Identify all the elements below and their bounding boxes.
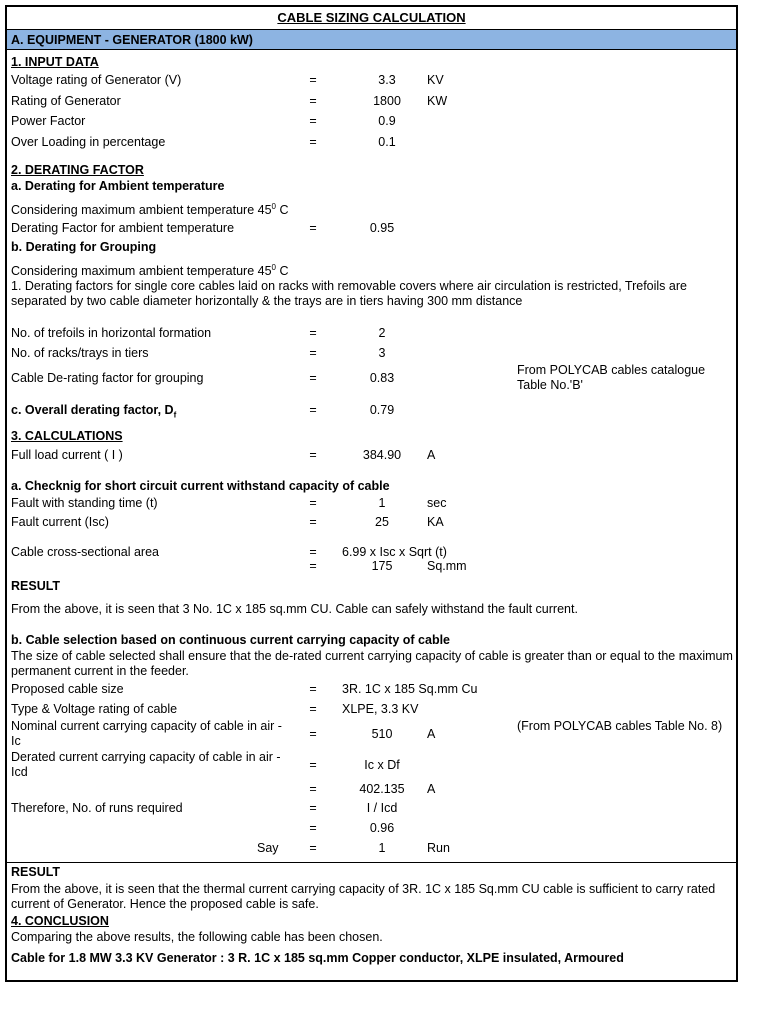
- sheet-title: CABLE SIZING CALCULATION: [7, 7, 736, 30]
- fault-time-value: 1: [378, 496, 386, 510]
- equals-sign: =: [309, 682, 317, 696]
- nominal-capacity-unit: A: [427, 727, 436, 741]
- equals-sign: =: [309, 496, 317, 510]
- short-circuit-heading: a. Checknig for short circuit current withstand capacity of cable: [11, 479, 390, 493]
- fault-time-label: Fault with standing time (t): [11, 496, 158, 510]
- equals-sign: =: [309, 94, 317, 108]
- trefoils-label: No. of trefoils in horizontal formation: [11, 326, 212, 340]
- derated-capacity-formula: Ic x Df: [364, 758, 400, 772]
- fault-current-value: 25: [375, 515, 389, 529]
- grouping-paragraph: 1. Derating factors for single core cables laid on racks with removable covers where air circulation is restricted, Trefoils are separated by two cable diameter horizontally & the trays are in tiers having 300 mm distance: [11, 279, 687, 308]
- nominal-capacity-reference: (From POLYCAB cables Table No. 8): [517, 719, 723, 733]
- say-value: 1: [378, 841, 386, 855]
- derating-heading: 2. DERATING FACTOR: [11, 163, 144, 177]
- equals-sign: =: [309, 448, 317, 462]
- result-heading-1: RESULT: [11, 579, 61, 593]
- equals-sign: =: [309, 559, 317, 573]
- trefoils-value: 2: [378, 326, 386, 340]
- grouping-factor-label: Cable De-rating factor for grouping: [11, 371, 204, 385]
- cross-section-label: Cable cross-sectional area: [11, 545, 159, 559]
- derated-capacity-label: Derated current carrying capacity of cable in air -Icd: [11, 750, 281, 779]
- section-divider: [7, 862, 736, 863]
- equals-sign: =: [309, 782, 317, 796]
- input-unit-voltage: KV: [427, 73, 444, 87]
- input-label-voltage: Voltage rating of Generator (V): [11, 73, 182, 87]
- equals-sign: =: [309, 545, 317, 559]
- grouping-note: [11, 260, 289, 279]
- grouping-factor-reference: From POLYCAB cables catalogue Table No.'B': [517, 363, 706, 392]
- equals-sign: =: [309, 114, 317, 128]
- equals-sign: =: [309, 821, 317, 835]
- racks-label: No. of racks/trays in tiers: [11, 346, 149, 360]
- ambient-factor-value: 0.95: [369, 221, 395, 235]
- overall-derating-value: 0.79: [369, 403, 395, 417]
- cross-section-unit: Sq.mm: [427, 559, 467, 573]
- conclusion-text: Comparing the above results, the following cable has been chosen.: [11, 930, 383, 944]
- cable-type-label: Type & Voltage rating of cable: [11, 702, 178, 716]
- full-load-current-value: 384.90: [362, 448, 402, 462]
- cable-type-value: XLPE, 3.3 KV: [342, 702, 419, 716]
- equals-sign: =: [309, 73, 317, 87]
- grouping-factor-value: 0.83: [369, 371, 395, 385]
- equals-sign: =: [309, 702, 317, 716]
- grouping-heading: b. Derating for Grouping: [11, 240, 157, 254]
- equals-sign: =: [309, 515, 317, 529]
- grouping-note-unit: C: [276, 264, 289, 279]
- overall-derating-text: c. Overall derating factor, D: [11, 403, 174, 417]
- calculations-heading: 3. CALCULATIONS: [11, 429, 123, 443]
- runs-required-value: 0.96: [369, 821, 395, 835]
- equals-sign: =: [309, 326, 317, 340]
- nominal-capacity-value: 510: [371, 727, 393, 741]
- ambient-note-text: Considering maximum ambient temperature 45: [11, 203, 272, 218]
- say-unit: Run: [427, 841, 450, 855]
- input-label-overload: Over Loading in percentage: [11, 135, 166, 149]
- equals-sign: =: [309, 135, 317, 149]
- fault-time-unit: sec: [427, 496, 447, 510]
- result-text-1: From the above, it is seen that 3 No. 1C x 185 sq.mm CU. Cable can safely withstand the fault current.: [11, 602, 578, 616]
- equals-sign: =: [309, 841, 317, 855]
- input-data-heading: 1. INPUT DATA: [11, 55, 99, 69]
- equals-sign: =: [309, 403, 317, 417]
- input-label-pf: Power Factor: [11, 114, 86, 128]
- input-label-rating: Rating of Generator: [11, 94, 121, 108]
- fault-current-unit: KA: [427, 515, 444, 529]
- degree-superscript: 0: [271, 202, 276, 211]
- nominal-capacity-label: Nominal current carrying capacity of cable in air -Ic: [11, 719, 282, 748]
- input-value-overload: 0.1: [378, 135, 396, 149]
- input-value-rating: 1800: [373, 94, 401, 108]
- proposed-cable-value: 3R. 1C x 185 Sq.mm Cu: [342, 682, 478, 696]
- continuous-current-paragraph: The size of cable selected shall ensure that the de-rated current carrying capacity of cable is greater than or equal to the maximum permanent current in the feeder.: [11, 649, 733, 678]
- conclusion-final-selection: Cable for 1.8 MW 3.3 KV Generator : 3 R. 1C x 185 sq.mm Copper conductor, XLPE insulated, Armoured: [11, 951, 624, 965]
- equals-sign: =: [309, 371, 317, 385]
- equals-sign: =: [309, 801, 317, 815]
- full-load-current-label: Full load current ( I ): [11, 448, 123, 462]
- runs-required-formula: I / Icd: [366, 801, 398, 815]
- equals-sign: =: [309, 758, 317, 772]
- input-unit-rating: KW: [427, 94, 448, 108]
- grouping-note-text: Considering maximum ambient temperature 45: [11, 264, 272, 279]
- ambient-heading: a. Derating for Ambient temperature: [11, 179, 225, 193]
- ambient-note: [11, 199, 289, 218]
- degree-superscript: 0: [271, 263, 276, 272]
- full-load-current-unit: A: [427, 448, 436, 462]
- overall-derating-subscript: f: [173, 410, 177, 420]
- input-value-voltage: 3.3: [378, 73, 396, 87]
- conclusion-heading: 4. CONCLUSION: [11, 914, 109, 928]
- section-a-header: A. EQUIPMENT - GENERATOR (1800 kW): [7, 30, 736, 50]
- derated-capacity-value: 402.135: [359, 782, 405, 796]
- runs-required-label: Therefore, No. of runs required: [11, 801, 183, 815]
- ambient-factor-label: Derating Factor for ambient temperature: [11, 221, 235, 235]
- equals-sign: =: [309, 221, 317, 235]
- equals-sign: =: [309, 727, 317, 741]
- result-heading-2: RESULT: [11, 865, 61, 879]
- input-value-pf: 0.9: [378, 114, 396, 128]
- proposed-cable-label: Proposed cable size: [11, 682, 124, 696]
- derated-capacity-unit: A: [427, 782, 436, 796]
- ambient-note-unit: C: [276, 203, 289, 218]
- continuous-current-heading: b. Cable selection based on continuous current carrying capacity of cable: [11, 633, 451, 647]
- cross-section-formula: 6.99 x Isc x Sqrt (t): [342, 545, 447, 559]
- calculation-sheet: [5, 5, 738, 982]
- cross-section-value: 175: [371, 559, 393, 573]
- fault-current-label: Fault current (Isc): [11, 515, 109, 529]
- equals-sign: =: [309, 346, 317, 360]
- say-label: Say: [257, 841, 279, 855]
- result-text-2: From the above, it is seen that the thermal current carrying capacity of 3R. 1C x 185 Sq.mm CU cable is sufficient to carry rated current of Generator. Hence the proposed cable is safe.: [11, 882, 716, 911]
- overall-derating-label: [11, 403, 176, 423]
- racks-value: 3: [378, 346, 386, 360]
